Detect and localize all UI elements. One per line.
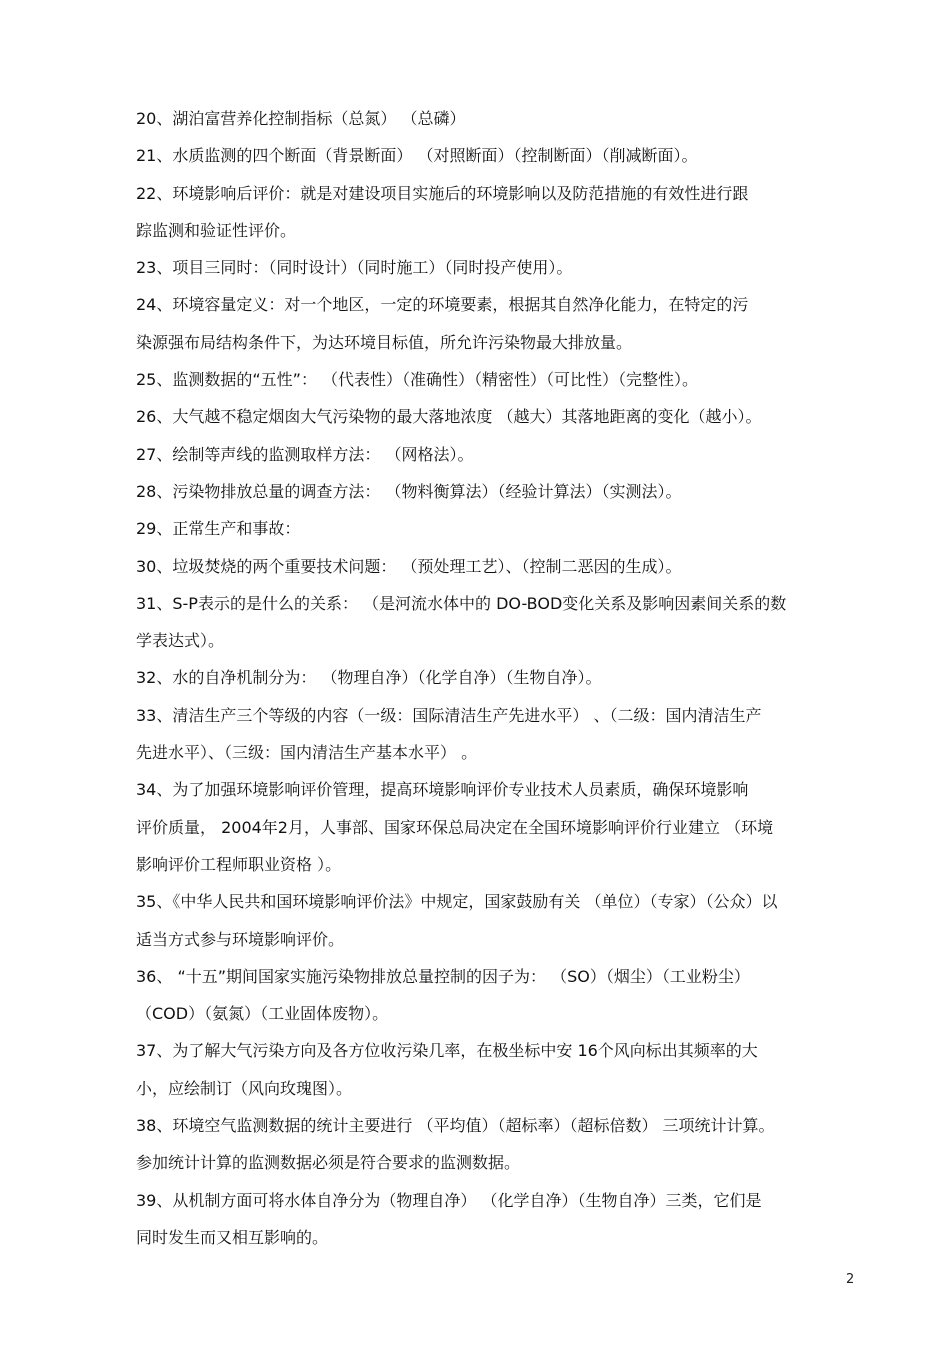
text-line: 20、湖泊富营养化控制指标（总氮） （总磷）: [136, 109, 466, 128]
page-number: 2: [846, 1272, 855, 1287]
text-line: 27、绘制等声线的监测取样方法： （网格法）。: [136, 444, 474, 464]
text-line: 踪监测和验证性评价。: [136, 220, 297, 240]
text-line: 39、从机制方面可将水体自净分为（物理自净） （化学自净）（生物自净）三类，它们是: [136, 1190, 762, 1210]
text-line: 35、《中华人民共和国环境影响评价法》中规定，国家鼓励有关 （单位）（专家）（公众）以: [136, 892, 778, 912]
text-line: 31、S-P表示的是什么的关系： （是河流水体中的 DO-BOD变化关系及影响因素间关系的数: [136, 593, 787, 613]
text-line: 学表达式）。: [136, 631, 225, 651]
text-line: 34、为了加强环境影响评价管理，提高环境影响评价专业技术人员素质，确保环境影响: [136, 780, 749, 800]
text-line: 28、污染物排放总量的调查方法： （物料衡算法）（经验计算法）（实测法）。: [136, 481, 682, 501]
text-line: 26、大气越不稳定烟囱大气污染物的最大落地浓度 （越大）其落地距离的变化（越小）。: [136, 407, 762, 427]
text-line: 32、水的自净机制分为： （物理自净）（化学自净）（生物自净）。: [136, 668, 602, 688]
text-line: 评价质量， 2004年2月，人事部、国家环保总局决定在全国环境影响评价行业建立 （环境: [136, 817, 774, 837]
text-line: 25、监测数据的“五性”： （代表性）（准确性）（精密性）（可比性）（完整性）。: [136, 370, 699, 390]
text-line: 21、水质监测的四个断面（背景断面） （对照断面）（控制断面）（削减断面）。: [136, 146, 698, 166]
text-line: （COD）（氨氮）（工业固体废物）。: [136, 1004, 389, 1024]
text-line: 23、项目三同时：（同时设计）（同时施工）（同时投产使用）。: [136, 258, 573, 278]
text-line: 38、环境空气监测数据的统计主要进行 （平均值）（超标率）（超标倍数） 三项统计计算。: [136, 1116, 775, 1136]
text-line: 染源强布局结构条件下，为达环境目标值，所允许污染物最大排放量。: [136, 332, 633, 352]
text-line: 33、清洁生产三个等级的内容（一级：国际清洁生产先进水平） 、（二级：国内清洁生产: [136, 705, 762, 725]
text-line: 先进水平）、（三级：国内清洁生产基本水平） 。: [136, 743, 478, 763]
text-line: 参加统计计算的监测数据必须是符合要求的监测数据。: [136, 1153, 521, 1173]
text-line: 22、环境影响后评价：就是对建设项目实施后的环境影响以及防范措施的有效性进行跟: [136, 183, 749, 203]
text-line: 36、 “十五”期间国家实施污染物排放总量控制的因子为： （SO）（烟尘）（工业粉尘）: [136, 966, 750, 986]
document-body: [136, 100, 866, 1256]
text-line: 24、环境容量定义：对一个地区，一定的环境要素，根据其自然净化能力，在特定的污: [136, 295, 749, 315]
text-line: 29、正常生产和事故：: [136, 519, 301, 539]
text-line: 小，应绘制订（风向玫瑰图）。: [136, 1078, 353, 1098]
text-line: 同时发生而又相互影响的。: [136, 1227, 329, 1247]
text-line: 适当方式参与环境影响评价。: [136, 929, 345, 949]
text-line: 30、垃圾焚烧的两个重要技术问题： （预处理工艺）、（控制二恶因的生成）。: [136, 556, 682, 576]
text-line: 37、为了解大气污染方向及各方位收污染几率，在极坐标中安 16个风向标出其频率的大: [136, 1041, 758, 1061]
text-line: 影响评价工程师职业资格 ）。: [136, 854, 342, 874]
